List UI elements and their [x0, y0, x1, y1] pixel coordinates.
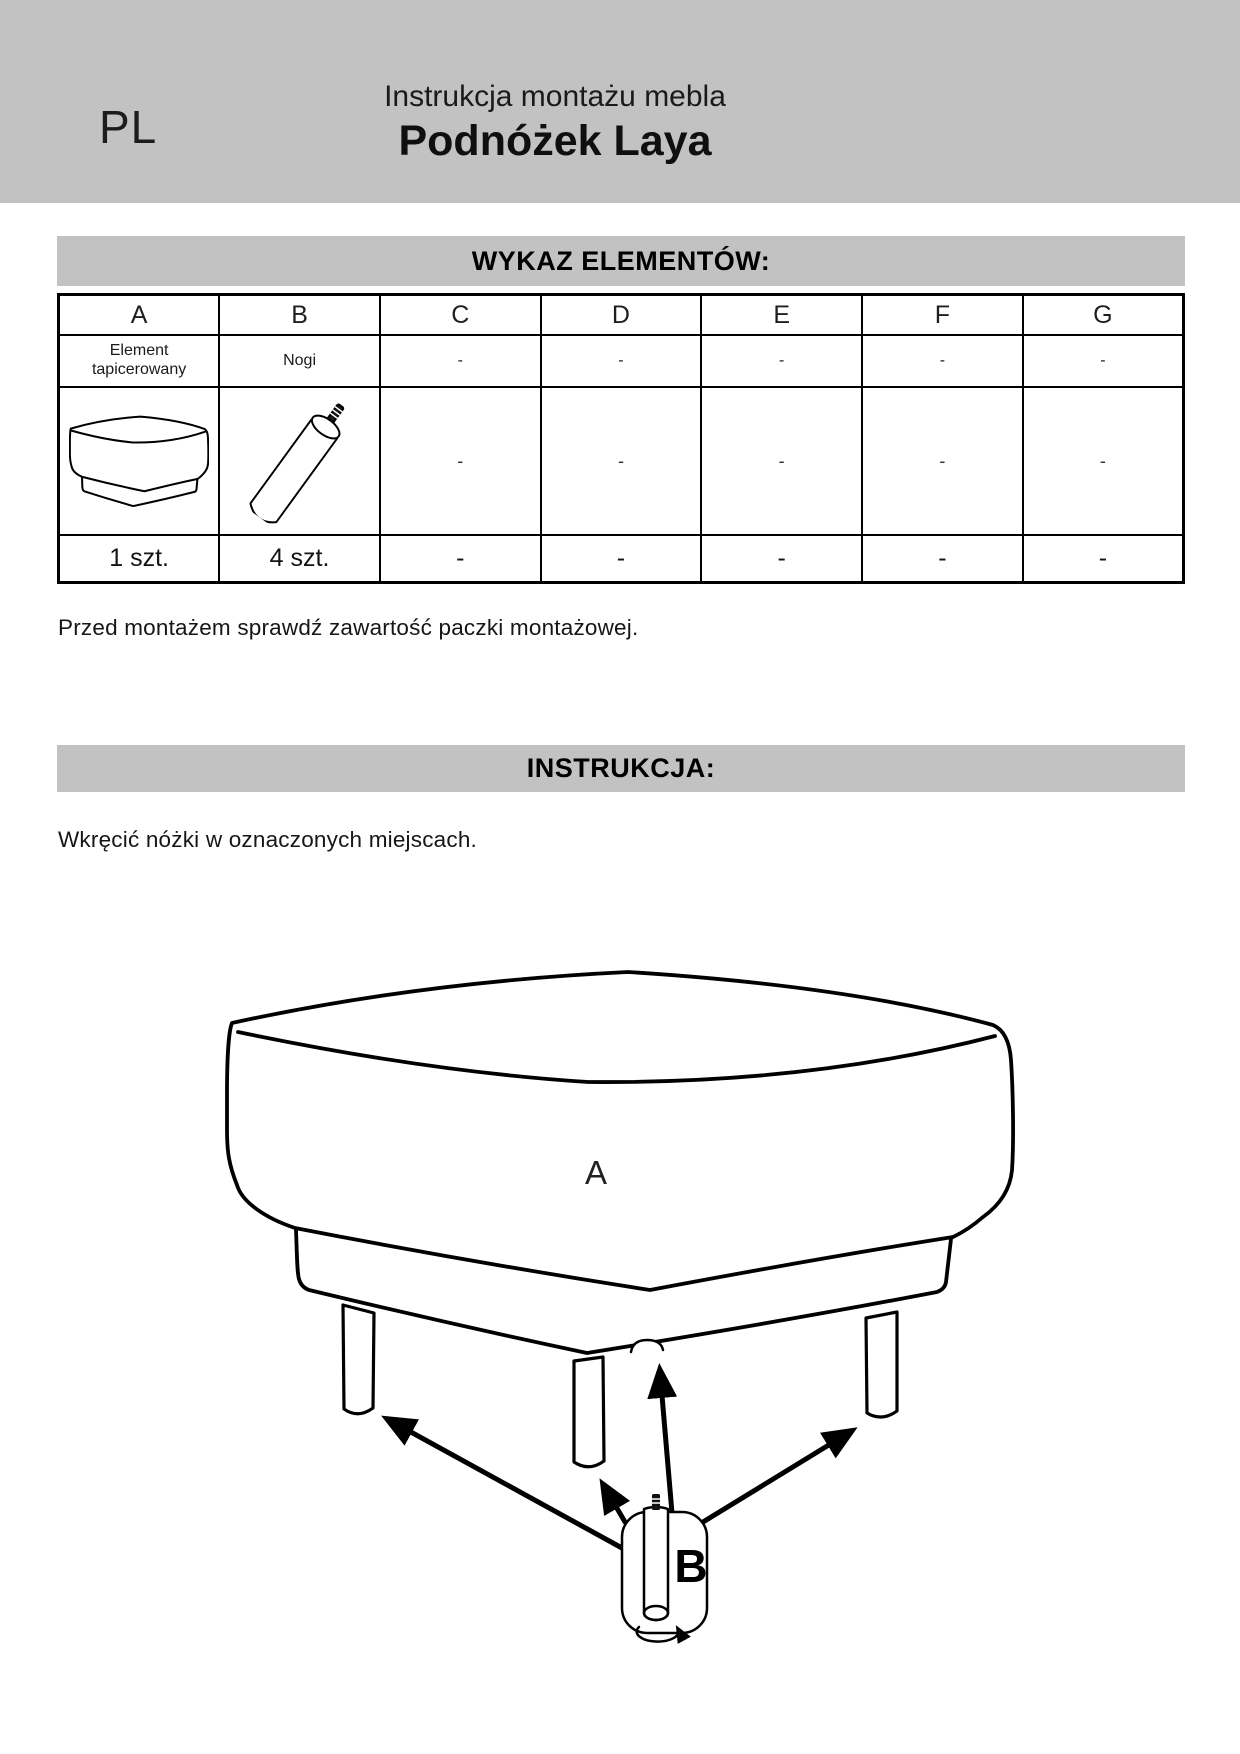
arrow-to-mounting-stub: [660, 1372, 672, 1513]
part-name-d: -: [541, 335, 702, 387]
col-header-c: C: [380, 295, 541, 336]
leg-b-screw: [652, 1494, 660, 1510]
header-band: [0, 0, 1240, 203]
part-image-b: [219, 387, 380, 535]
col-header-b: B: [219, 295, 380, 336]
doc-title: Podnóżek Laya: [398, 117, 712, 165]
language-label: PL: [99, 101, 158, 153]
part-name-f: -: [862, 335, 1023, 387]
mounting-stub: [631, 1340, 663, 1352]
part-image-a: [59, 387, 220, 535]
arrow-to-right-leg: [703, 1432, 850, 1522]
left-leg: [343, 1305, 374, 1414]
leg-b-cylinder: [644, 1507, 668, 1620]
instruction-heading-bar: [57, 745, 1185, 792]
part-name-a: Element tapicerowany: [59, 335, 220, 387]
part-image-c: -: [380, 387, 541, 535]
doc-subtitle: Instrukcja montażu mebla: [384, 80, 726, 113]
assembly-diagram: [0, 860, 1240, 1700]
col-header-d: D: [541, 295, 702, 336]
part-name-e: -: [701, 335, 862, 387]
part-name-c: -: [380, 335, 541, 387]
part-qty-e: -: [701, 535, 862, 583]
part-qty-d: -: [541, 535, 702, 583]
col-header-a: A: [59, 295, 220, 336]
leg-sketch: [226, 391, 376, 531]
center-leg: [574, 1357, 604, 1467]
part-name-row: [59, 335, 1184, 387]
label-b: B: [674, 1540, 708, 1592]
part-qty-c: -: [380, 535, 541, 583]
col-header-e: E: [701, 295, 862, 336]
pouf-drawing: [227, 972, 1013, 1353]
column-header-row: [59, 295, 1184, 336]
part-qty-f: -: [862, 535, 1023, 583]
arrow-to-center-leg: [604, 1486, 625, 1522]
parts-heading-bar: [57, 236, 1185, 286]
part-qty-row: [59, 535, 1184, 583]
right-leg: [866, 1312, 897, 1417]
ottoman-sketch: [69, 415, 209, 507]
parts-table: [57, 293, 1185, 584]
package-check-note: Przed montażem sprawdź zawartość paczki montażowej.: [58, 614, 639, 640]
part-qty-g: -: [1023, 535, 1184, 583]
part-name-g: -: [1023, 335, 1184, 387]
part-image-row: [59, 387, 1184, 535]
part-image-d: -: [541, 387, 702, 535]
col-header-g: G: [1023, 295, 1184, 336]
part-image-f: -: [862, 387, 1023, 535]
part-qty-b: 4 szt.: [219, 535, 380, 583]
instruction-heading: INSTRUKCJA:: [526, 753, 716, 783]
label-a: A: [584, 1154, 608, 1191]
instruction-text: Wkręcić nóżki w oznaczonych miejscach.: [58, 826, 477, 852]
part-name-b: Nogi: [219, 335, 380, 387]
part-qty-a: 1 szt.: [59, 535, 220, 583]
col-header-f: F: [862, 295, 1023, 336]
parts-heading: WYKAZ ELEMENTÓW:: [471, 245, 771, 276]
part-image-e: -: [701, 387, 862, 535]
part-image-g: -: [1023, 387, 1184, 535]
